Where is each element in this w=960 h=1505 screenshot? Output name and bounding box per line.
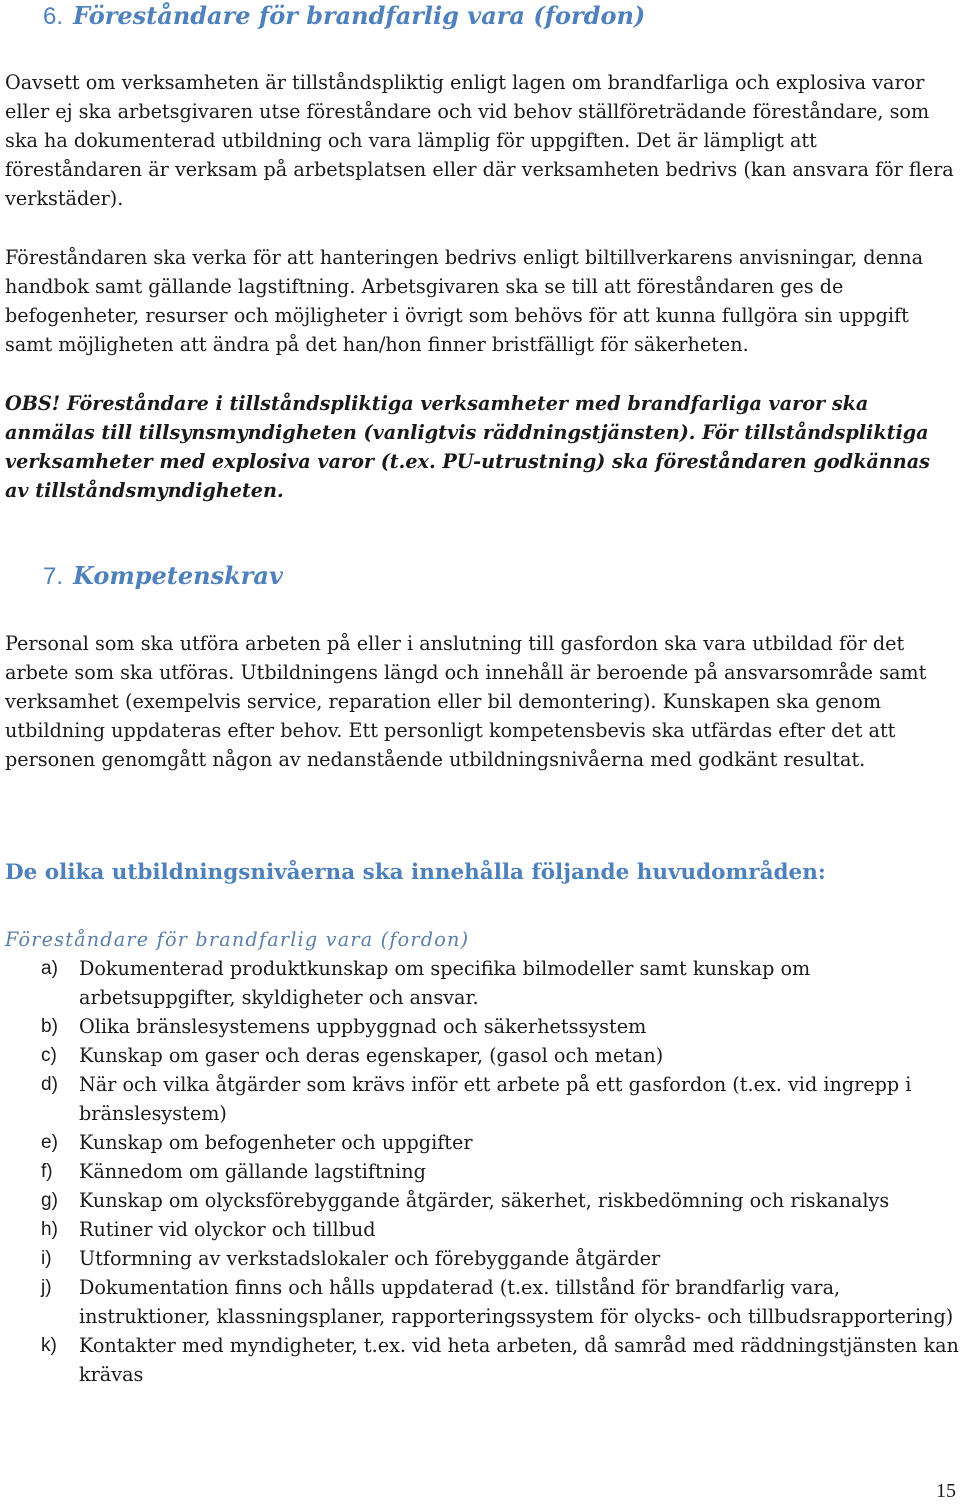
section-7-number: 7. — [43, 563, 64, 590]
list-item — [5, 1070, 960, 1128]
section-7-paragraph-1: Personal som ska utföra arbeten på eller i anslutning till gasfordon ska vara utbildad för det arbete som ska utföras. Utbildningens längd och innehåll är beroende på ansvarsområde samt verksamhet (exempelvis service, reparation eller bil demontering). Kunskapen ska genom utbildning uppdateras efter behov. Ett personligt kompetensbevis ska utfärdas efter det att personen genomgått någon av nedanstående utbildningsnivåerna med godkänt resultat. — [5, 632, 927, 771]
obs-note: OBS! Föreståndare i tillståndspliktiga verksamheter med brandfarliga varor ska anmälas till tillsynsmyndigheten (vanligtvis räddningstjänsten). För tillståndspliktiga verksamheter med explosiva varor (t.ex. PU-utrustning) ska föreståndaren godkännas av tillståndsmyndigheten. — [5, 392, 930, 502]
list-item-label: e) — [41, 1132, 58, 1153]
list-item-text: Kunskap om befogenheter och uppgifter — [79, 1131, 473, 1154]
list-item-label: j) — [41, 1277, 52, 1298]
list-item-text: Kontakter med myndigheter, t.ex. vid heta arbeten, då samråd med räddningstjänsten kan krävas — [79, 1334, 959, 1386]
list-item — [5, 1128, 960, 1157]
list-item — [5, 954, 960, 1012]
list-item-text: Dokumentation finns och hålls uppdaterad (t.ex. tillstånd för brandfarlig vara, instruktioner, klassningsplaner, rapporteringssystem för olycks- och tillbudsrapportering) — [79, 1276, 954, 1328]
list-item-text: Kännedom om gällande lagstiftning — [79, 1160, 426, 1183]
list-item — [5, 1041, 960, 1070]
section-6-heading — [43, 1, 645, 32]
levels-heading: De olika utbildningsnivåerna ska innehålla följande huvudområden: — [5, 860, 826, 885]
list-item — [5, 1331, 960, 1389]
section-7-heading — [43, 561, 283, 592]
list-item-label: d) — [41, 1074, 58, 1095]
list-item-label: g) — [41, 1190, 58, 1211]
list-item-label: k) — [41, 1335, 57, 1356]
list-subheading: Föreståndare för brandfarlig vara (fordon) — [5, 928, 470, 951]
list-item — [5, 1157, 960, 1186]
list-item-label: a) — [41, 958, 58, 979]
section-7-title: Kompetenskrav — [73, 561, 283, 590]
list-item-text: Kunskap om olycksförebyggande åtgärder, säkerhet, riskbedömning och riskanalys — [79, 1189, 890, 1212]
list-item-text: Utformning av verkstadslokaler och förebyggande åtgärder — [79, 1247, 661, 1270]
list-item-text: När och vilka åtgärder som krävs inför ett arbete på ett gasfordon (t.ex. vid ingrepp i bränslesystem) — [79, 1073, 912, 1125]
list-item-label: f) — [41, 1161, 53, 1182]
list-item — [5, 1273, 960, 1331]
list-item-label: c) — [41, 1045, 57, 1066]
list-item-text: Olika bränslesystemens uppbyggnad och säkerhetssystem — [79, 1015, 647, 1038]
section-6-paragraph-1: Oavsett om verksamheten är tillståndspliktig enligt lagen om brandfarliga och explosiva varor eller ej ska arbetsgivaren utse föreståndare och vid behov ställföreträdande föreståndare, som ska ha dokumenterad utbildning och vara lämplig för uppgiften. Det är lämpligt att föreståndaren är verksam på arbetsplatsen eller där verksamheten bedrivs (kan ansvara för flera verkstäder). — [5, 71, 954, 210]
page-number: 15 — [936, 1480, 956, 1502]
list-item-label: i) — [41, 1248, 52, 1269]
main-areas-list — [5, 954, 960, 1389]
section-6-number: 6. — [43, 3, 64, 30]
list-item — [5, 1012, 960, 1041]
list-item — [5, 1186, 960, 1215]
list-item — [5, 1215, 960, 1244]
list-item-label: h) — [41, 1219, 58, 1240]
list-item-label: b) — [41, 1016, 58, 1037]
list-item — [5, 1244, 960, 1273]
section-6-title: Föreståndare för brandfarlig vara (fordon) — [73, 1, 646, 30]
section-6-paragraph-2: Föreståndaren ska verka för att hanteringen bedrivs enligt biltillverkarens anvisningar, denna handbok samt gällande lagstiftning. Arbetsgivaren ska se till att föreståndaren ges de befogenheter, resurser och möjligheter i övrigt som behövs för att kunna fullgöra sin uppgift samt möjligheten att ändra på det han/hon finner bristfälligt för säkerheten. — [5, 246, 924, 356]
list-item-text: Dokumenterad produktkunskap om specifika bilmodeller samt kunskap om arbetsuppgifter, skyldigheter och ansvar. — [79, 957, 811, 1009]
list-item-text: Rutiner vid olyckor och tillbud — [79, 1218, 376, 1241]
list-item-text: Kunskap om gaser och deras egenskaper, (gasol och metan) — [79, 1044, 664, 1067]
